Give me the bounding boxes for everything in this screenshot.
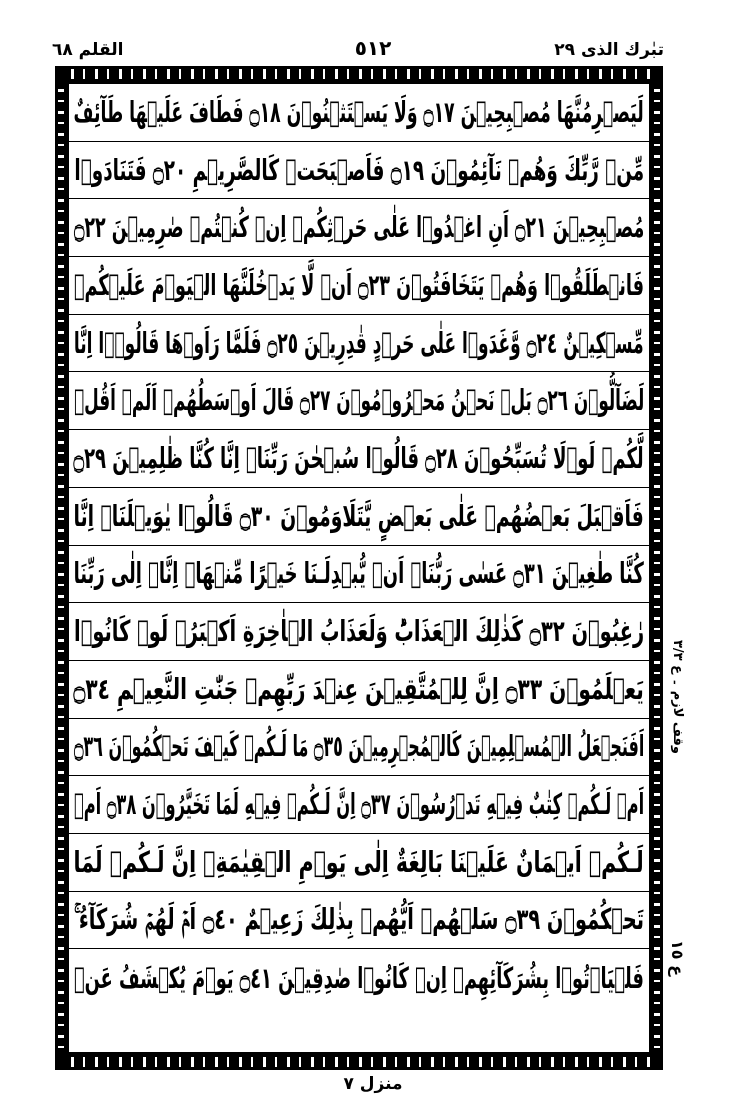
verse-text: فَانۡطَلَقُوۡا وَهُمۡ يَتَخَافَتُوۡنَ ۝٢٣ اَنۡ لَّا يَدۡخُلَنَّهَا الۡيَوۡمَ عَلَيۡكُمۡ [74,267,644,302]
verse-text: اَفَنَجۡعَلُ الۡمُسۡلِمِيۡنَ كَالۡمُجۡرِمِيۡنَ ۝٣٥ مَا لَـكُمۡ كَيۡفَ تَحۡكُمُوۡنَ ۝٣٦ [73,729,645,764]
frame-ornament-top [61,69,657,79]
page-number: ٥١٢ [354,36,392,60]
page-header [0,36,746,66]
text-line-7 [69,430,649,488]
verse-text: مِّنۡ رَّبِّكَ وَهُمۡ نَآئِمُوۡنَ ۝١٩ فَاَصۡبَحَتۡ كَالصَّرِيۡمِ ۝٢٠ فَتَنَادَوۡا [74,152,644,187]
text-line-3 [69,199,649,257]
ornamental-frame [55,66,663,1070]
text-line-1 [69,84,649,142]
verse-text: رٰغِبُوۡنَ ۝٣٢ كَذٰلِكَ الۡعَذَابُ‌ؕ وَلَعَذَابُ الۡاٰخِرَةِ اَكۡبَرُ‌ۘ لَوۡ كَانُوۡا [73,614,645,649]
ruku-margin-marker: ع ١٥ [668,940,687,977]
text-line-16 [69,949,649,1007]
text-line-10 [69,603,649,661]
verse-text: فَاَقۡبَلَ بَعۡضُهُمۡ عَلٰى بَعۡضٍ يَّتَلَاوَمُوۡنَ ۝٣٠ قَالُوۡا يٰوَيۡلَنَاۤ اِنَّا [73,498,645,533]
frame-ornament-left [58,80,64,1056]
waqf-margin-note: وقف لازم ۔ ع ٣/٣ [670,640,685,754]
verse-text: لَـكُمۡ اَيۡمَانٌ عَلَيۡنَا بَالِغَةٌ اِلٰى يَوۡمِ الۡقِيٰمَةِ‌ۙ اِنَّ لَـكُمۡ لَمَا [73,844,645,879]
verse-text: لَضَآلُّوۡنَ ۝٢٦ بَلۡ نَحۡنُ مَحۡرُوۡمُوۡنَ ۝٢٧ قَالَ اَوۡسَطُهُمۡ اَلَمۡ اَقُلۡ [73,383,645,418]
frame-ornament-bottom [61,1057,657,1067]
text-block [67,82,651,1054]
verse-text: مِّسۡكِيۡنٌ ۝٢٤ وَّغَدَوۡا عَلٰى حَرۡدٍ قٰدِرِيۡنَ ۝٢٥ فَلَمَّا رَاَوۡهَا قَالُوۡۤا اِنَّا [74,325,644,360]
surah-name-header: القلم ٦٨ [52,40,124,60]
verse-text: يَعۡلَمُوۡنَ ۝٣٣ اِنَّ لِلۡمُتَّقِيۡنَ عِنۡدَ رَبِّهِمۡ جَنّٰتِ النَّعِيۡمِ ۝٣٤ [73,671,645,706]
verse-text: لَيَصۡرِمُنَّهَا مُصۡبِحِيۡنَ ۝١٧ وَلَا يَسۡتَثۡنُوۡنَ ۝١٨ فَطَافَ عَلَيۡهَا طَآئِفٌ [73,94,645,129]
text-line-2 [69,142,649,200]
frame-ornament-right [654,80,660,1056]
verse-text: لَّكُمۡ لَوۡلَا تُسَبِّحُوۡنَ ۝٢٨ قَالُوۡا سُبۡحٰنَ رَبِّنَاۤ اِنَّا كُنَّا ظٰلِمِيۡنَ ۝٢٩ [73,440,645,475]
verse-text: تَحۡكُمُوۡنَ ۝٣٩ سَلۡهُمۡ اَيُّهُمۡ بِذٰلِكَ زَعِيۡمٌ ۝٤٠ اَمۡ لَهُمۡ شُرَكَآءُ ۚ [74,902,644,937]
verse-text: مُصۡبِحِيۡنَ ۝٢١ اَنِ اغۡدُوۡا عَلٰى حَرۡثِكُمۡ اِنۡ كُنۡتُمۡ صٰرِمِيۡنَ ۝٢٢ [73,210,645,245]
text-line-9 [69,546,649,604]
juz-name-header: تبٰرك الذى ٢٩ [554,40,664,60]
text-line-13 [69,776,649,834]
text-line-6 [69,372,649,430]
verse-text: فَلۡيَاۡتُوۡا بِشُرَكَآئِهِمۡ اِنۡ كَانُوۡا صٰدِقِيۡنَ ۝٤١ يَوۡمَ يُكۡشَفُ عَنۡ [74,960,644,995]
text-line-8 [69,488,649,546]
verse-text: كُنَّا طٰغِيۡنَ ۝٣١ عَسٰى رَبُّنَاۤ اَنۡ يُّبۡدِلَـنَا خَيۡرًا مِّنۡهَاۤ اِنَّاۤ اِلٰى رَبِّنَا [73,556,645,591]
text-line-15 [69,892,649,950]
manzil-footer: منزل ٧ [343,1074,403,1094]
text-line-5 [69,315,649,373]
text-line-12 [69,719,649,777]
text-line-11 [69,661,649,719]
verse-text: اَمۡ لَـكُمۡ كِتٰبٌ فِيۡهِ تَدۡرُسُوۡنَ ۝٣٧ اِنَّ لَـكُمۡ فِيۡهِ لَمَا تَخَيَّرُوۡنَ ۝٣٨ اَمۡ [73,787,645,822]
text-line-4 [69,257,649,315]
text-line-14 [69,834,649,892]
